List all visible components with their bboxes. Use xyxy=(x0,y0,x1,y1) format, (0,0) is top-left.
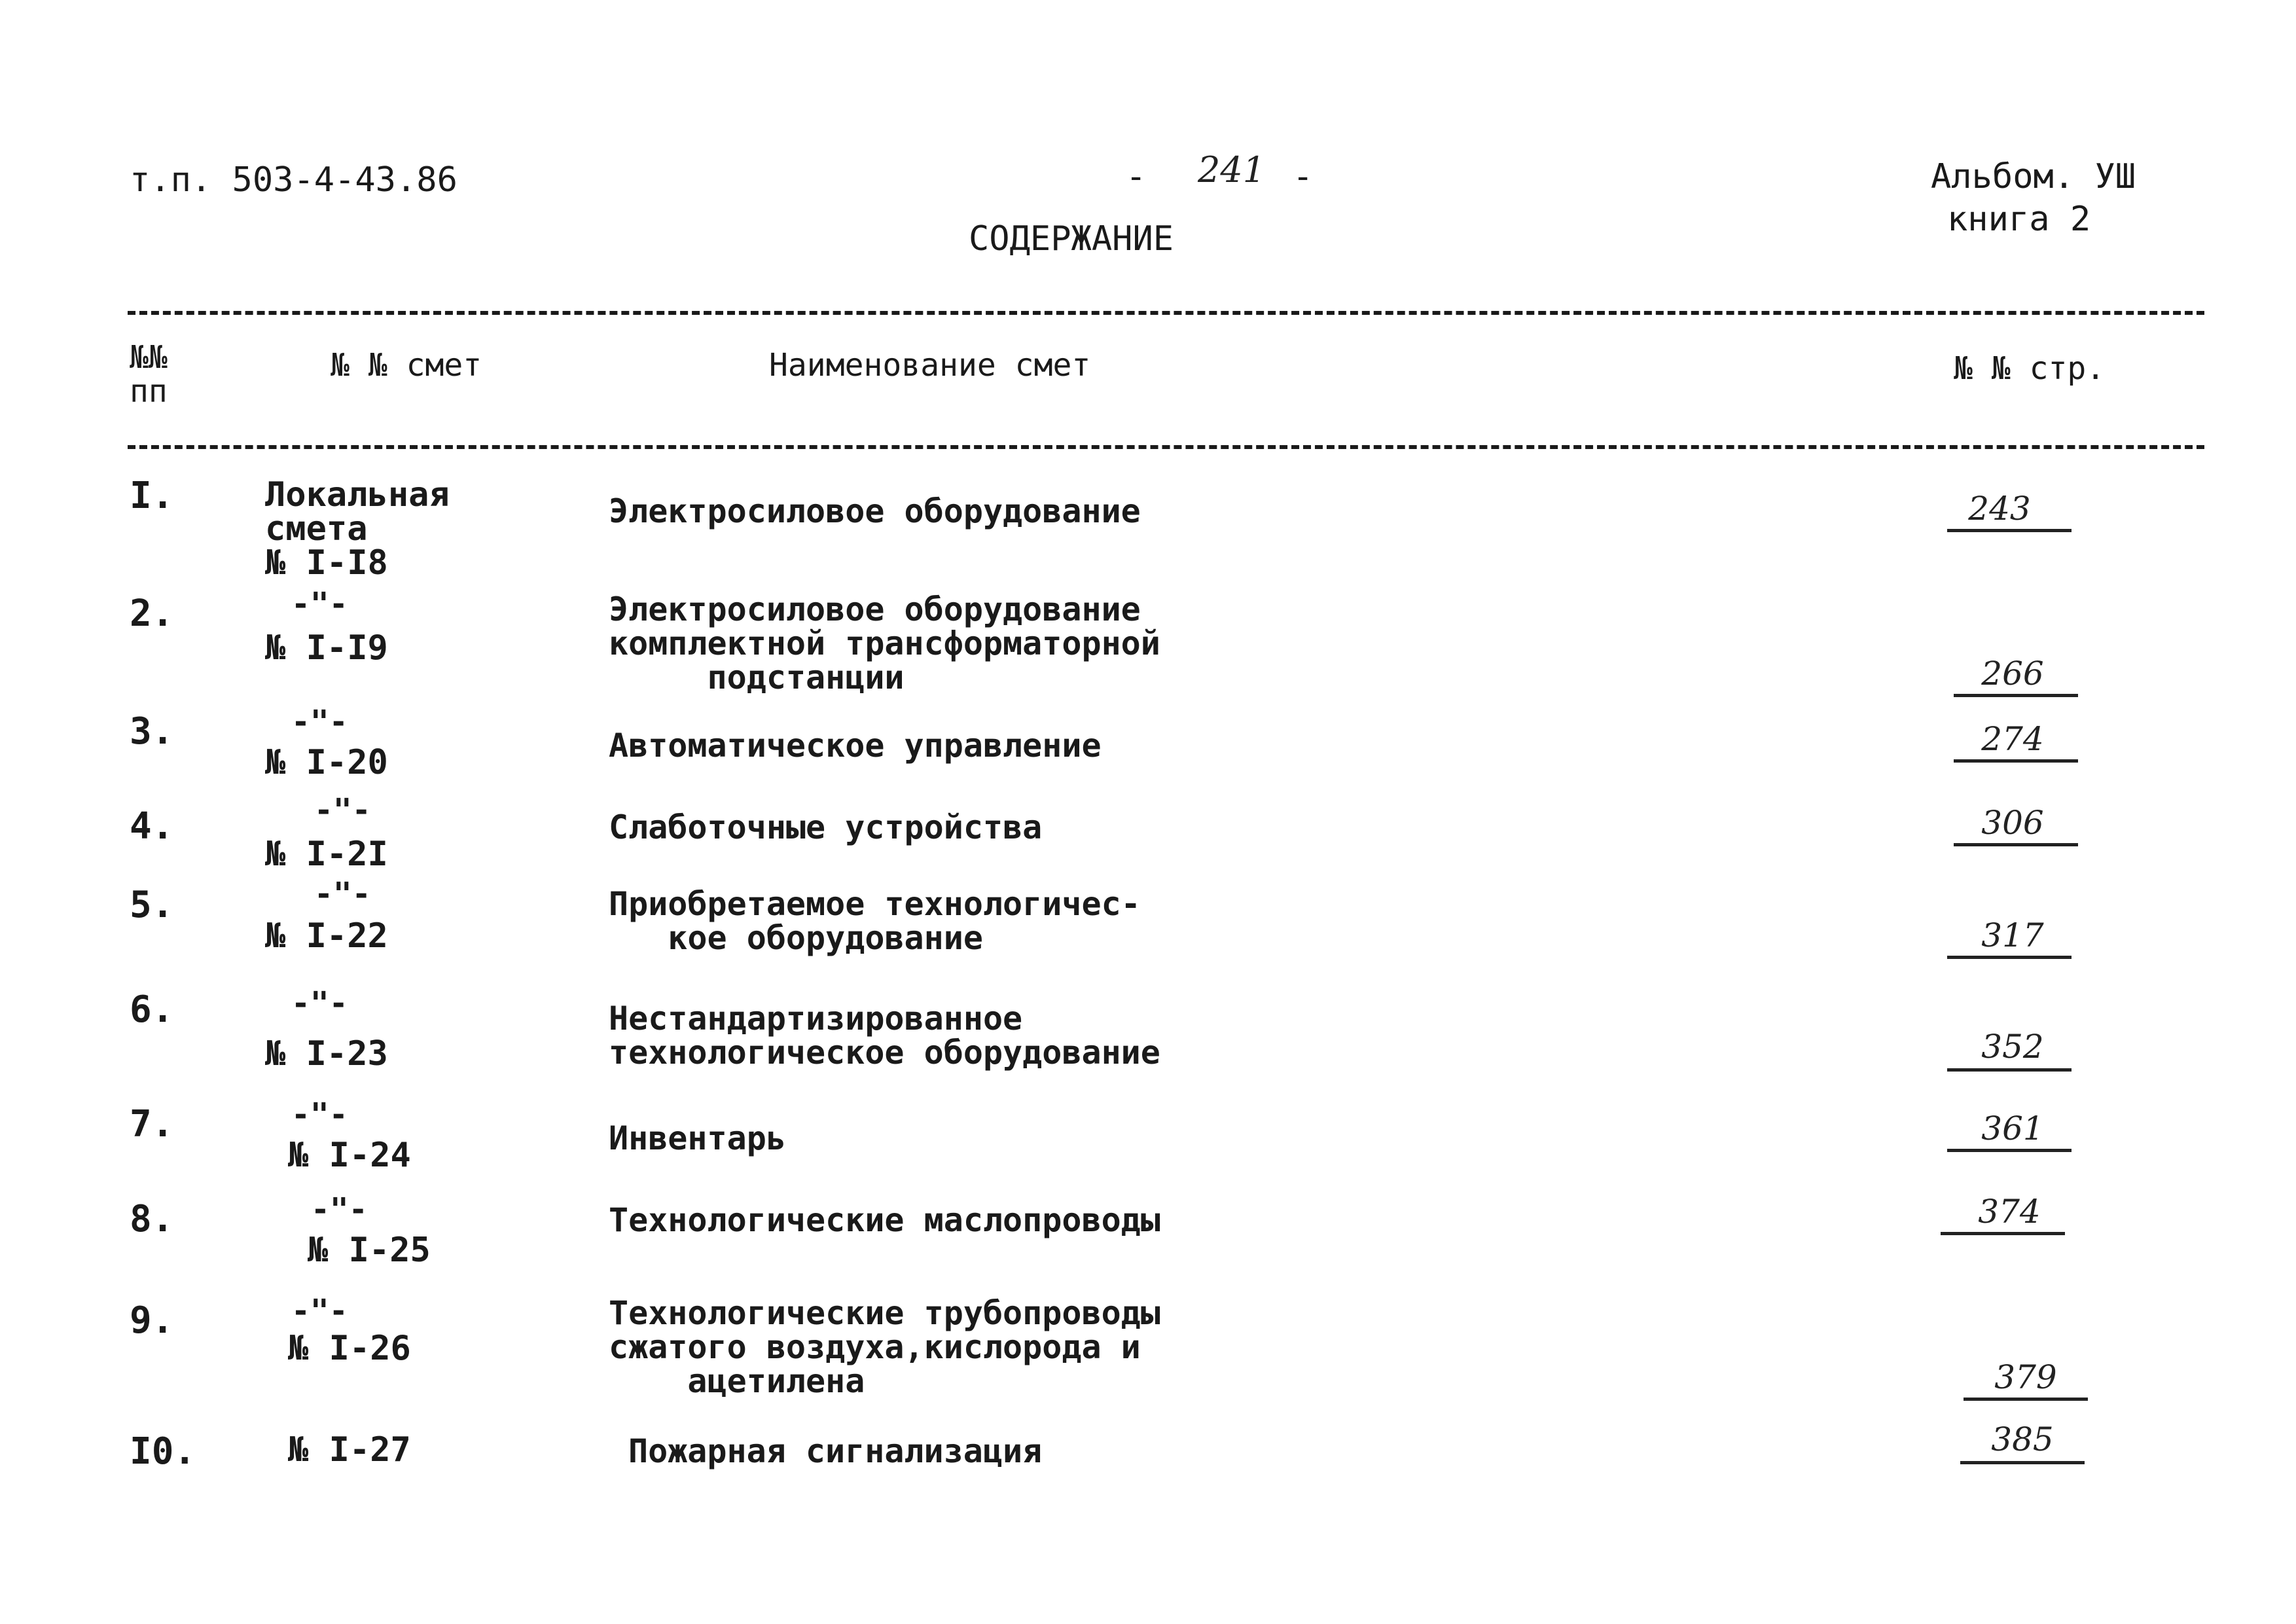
page-ref: 306 xyxy=(1981,804,2044,842)
estimate-name: Инвентарь xyxy=(609,1119,786,1157)
estimate-name: Электросиловое оборудование xyxy=(609,492,1141,530)
page-ref-underline xyxy=(1964,1398,2088,1401)
page-ref-underline xyxy=(1941,1232,2065,1235)
header-top-rule xyxy=(128,311,2204,315)
page-ref-underline xyxy=(1960,1461,2085,1464)
estimate-number: № I-22 xyxy=(265,916,388,956)
ditto-mark: -"- xyxy=(291,1096,348,1133)
estimate-number: № I-2I xyxy=(265,835,388,874)
column-header-estimate-number: № № смет xyxy=(331,347,482,384)
estimate-number: № I-27 xyxy=(288,1430,411,1470)
ditto-mark: -"- xyxy=(291,586,348,623)
row-number: 4. xyxy=(130,805,174,848)
estimate-name: Технологические трубопроводы сжатого воздуха,кислорода и ацетилена xyxy=(609,1294,1160,1400)
estimate-name: Нестандартизированное технологическое оборудование xyxy=(609,1000,1160,1072)
page-ref-underline xyxy=(1954,694,2078,697)
estimate-name: Слаботочные устройства xyxy=(609,808,1043,846)
row-number: 5. xyxy=(130,884,174,926)
page-ref-underline xyxy=(1947,1149,2072,1152)
estimate-number: № I-24 xyxy=(288,1136,411,1175)
page-ref: 379 xyxy=(1994,1358,2057,1396)
row-number: 6. xyxy=(130,988,174,1031)
row-number: 7. xyxy=(130,1103,174,1146)
page-ref: 352 xyxy=(1981,1028,2044,1066)
ditto-mark: -"- xyxy=(311,1191,368,1228)
page-ref-underline xyxy=(1954,843,2078,846)
row-number: 2. xyxy=(130,592,174,635)
document-code: т.п. 503-4-43.86 xyxy=(130,160,457,200)
estimate-number: № I-26 xyxy=(288,1329,411,1368)
estimate-name: Электросиловое оборудование комплектной трансформаторной подстанции xyxy=(609,590,1160,696)
page-number: 241 xyxy=(1198,149,1266,190)
row-number: I0. xyxy=(130,1430,196,1473)
row-number: 8. xyxy=(130,1198,174,1240)
page-ref-underline xyxy=(1954,759,2078,763)
ditto-mark: -"- xyxy=(291,1293,348,1329)
page-ref: 317 xyxy=(1981,916,2044,954)
book-label: книга 2 xyxy=(1947,200,2091,239)
column-header-number: №№ пп xyxy=(130,339,168,410)
ditto-mark: -"- xyxy=(314,792,371,829)
estimate-number: Локальная смета № I-I8 xyxy=(265,475,450,583)
page-ref-underline xyxy=(1947,956,2072,959)
column-header-page-number: № № стр. xyxy=(1954,350,2106,387)
estimate-name: Технологические маслопроводы xyxy=(609,1201,1160,1239)
page-title: СОДЕРЖАНИЕ xyxy=(969,219,1174,259)
row-number: 9. xyxy=(130,1299,174,1342)
ditto-mark: -"- xyxy=(291,985,348,1022)
estimate-name: Автоматическое управление xyxy=(609,727,1102,765)
ditto-mark: -"- xyxy=(291,704,348,740)
page-ref: 243 xyxy=(1968,490,2031,528)
page-ref: 361 xyxy=(1981,1110,2044,1147)
page-number-dash-right: - xyxy=(1293,157,1314,196)
page-number-dash-left: - xyxy=(1126,157,1147,196)
estimate-number: № I-23 xyxy=(265,1034,388,1074)
estimate-number: № I-20 xyxy=(265,743,388,782)
row-number: I. xyxy=(130,475,174,517)
page-ref-underline xyxy=(1947,529,2072,532)
page-ref: 385 xyxy=(1991,1420,2054,1458)
page-ref: 374 xyxy=(1978,1193,2041,1231)
page-ref: 274 xyxy=(1981,720,2044,758)
header-bottom-rule xyxy=(128,445,2204,449)
column-header-estimate-name: Наименование смет xyxy=(769,347,1091,384)
estimate-number: № I-25 xyxy=(308,1231,431,1270)
estimate-name: Приобретаемое технологичес- кое оборудование xyxy=(609,885,1141,957)
estimate-number: № I-I9 xyxy=(265,628,388,668)
page-ref-underline xyxy=(1947,1068,2072,1072)
row-number: 3. xyxy=(130,710,174,753)
album-label: Альбом. УШ xyxy=(1931,157,2136,196)
estimate-name: Пожарная сигнализация xyxy=(628,1432,1043,1470)
ditto-mark: -"- xyxy=(314,876,371,912)
page-ref: 266 xyxy=(1981,655,2044,693)
